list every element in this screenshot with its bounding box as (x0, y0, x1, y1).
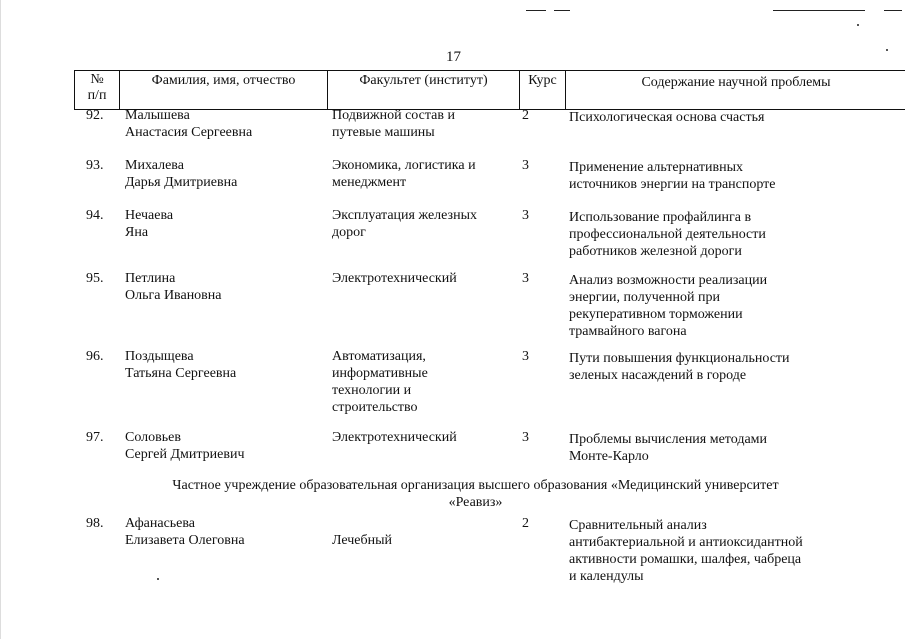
topic-line: антибактериальной и антиоксидантной (569, 535, 803, 550)
organization-line: Частное учреждение образовательная организация высшего образования «Медицинский университет (172, 478, 779, 493)
topic-line: Психологическая основа счастья (569, 110, 765, 125)
topic-line: Применение альтернативных (569, 160, 744, 175)
row-number: 96. (86, 349, 104, 364)
topic-line: профессиональной деятельности (569, 227, 766, 242)
topic-line: зеленых насаждений в городе (569, 368, 747, 383)
scan-speck (886, 49, 888, 51)
page-number: 17 (446, 49, 461, 65)
course: 3 (522, 349, 529, 364)
name-line: Петлина (125, 271, 176, 286)
faculty-line: менеджмент (332, 175, 407, 190)
course: 3 (522, 271, 529, 286)
topic (569, 209, 766, 260)
faculty-line: дорог (332, 225, 366, 240)
faculty (332, 270, 457, 287)
scan-speck (157, 578, 159, 580)
faculty (332, 348, 428, 416)
topic-line: источников энергии на транспорте (569, 177, 776, 192)
header-topic: Содержание научной проблемы (566, 71, 905, 110)
name-line: Татьяна Сергеевна (125, 366, 237, 381)
scan-mark (554, 10, 570, 11)
course: 3 (522, 158, 529, 173)
row-number: 97. (86, 430, 104, 445)
scan-speck (857, 24, 859, 26)
name-line: Соловьев (125, 430, 181, 445)
topic (569, 431, 767, 465)
faculty (332, 157, 476, 191)
student-name (125, 348, 236, 382)
topic (569, 272, 767, 340)
name-line: Дарья Дмитриевна (125, 175, 238, 190)
topic-line: энергии, полученной при (569, 290, 720, 305)
name-line: Афанасьева (125, 516, 196, 531)
name-line: Поздыщева (125, 349, 194, 364)
student-name (125, 515, 245, 549)
organization-heading (0, 477, 905, 511)
row-number: 95. (86, 271, 104, 286)
header-course: Курс (520, 71, 566, 110)
scan-mark (526, 10, 546, 11)
faculty (332, 429, 457, 446)
student-name (125, 429, 245, 463)
table-header (74, 70, 905, 110)
student-name (125, 270, 222, 304)
faculty (332, 207, 477, 241)
topic-line: рекуперативном торможении (569, 307, 743, 322)
faculty-line: Экономика, логистика и (332, 158, 476, 173)
topic-line: активности ромашки, шалфея, чабреца (569, 552, 802, 567)
faculty-line: строительство (332, 400, 418, 415)
course: 3 (522, 208, 529, 223)
name-line: Малышева (125, 108, 190, 123)
faculty-line: путевые машины (332, 125, 435, 140)
topic-line: Проблемы вычисления методами (569, 432, 768, 447)
organization-line: «Реавиз» (448, 495, 503, 510)
student-name (125, 107, 252, 141)
topic (569, 350, 790, 384)
faculty-line: информативные (332, 366, 428, 381)
faculty-line: технологии и (332, 383, 412, 398)
name-line: Михалева (125, 158, 184, 173)
topic-line: Монте-Карло (569, 449, 649, 464)
student-name (125, 157, 237, 191)
row-number: 93. (86, 158, 104, 173)
row-number: 92. (86, 108, 104, 123)
faculty-line: Эксплуатация железных (332, 208, 477, 223)
scan-mark (884, 10, 902, 11)
student-name (125, 207, 173, 241)
faculty-line: Подвижной состав и (332, 108, 455, 123)
name-line: Яна (125, 225, 149, 240)
header-faculty: Факультет (институт) (328, 71, 520, 110)
name-line: Елизавета Олеговна (125, 533, 245, 548)
row-number: 98. (86, 516, 104, 531)
topic-line: и календулы (569, 569, 644, 584)
faculty-line: Автоматизация, (332, 349, 426, 364)
header-num: № п/п (75, 71, 120, 110)
header-name: Фамилия, имя, отчество (120, 71, 328, 110)
topic-line: Использование профайлинга в (569, 210, 752, 225)
topic-line: Пути повышения функциональности (569, 351, 790, 366)
faculty-line: Лечебный (332, 533, 393, 548)
topic-line: трамвайного вагона (569, 324, 687, 339)
topic (569, 517, 803, 585)
faculty-line: Электротехнический (332, 430, 457, 445)
faculty (332, 107, 455, 141)
topic-line: Анализ возможности реализации (569, 273, 768, 288)
topic (569, 109, 764, 126)
faculty (332, 532, 392, 549)
topic-line: работников железной дороги (569, 244, 742, 259)
scan-mark (773, 10, 865, 11)
name-line: Сергей Дмитриевич (125, 447, 245, 462)
course: 2 (522, 108, 529, 123)
name-line: Ольга Ивановна (125, 288, 222, 303)
faculty-line: Электротехнический (332, 271, 457, 286)
page-edge (0, 0, 1, 639)
topic-line: Сравнительный анализ (569, 518, 707, 533)
name-line: Нечаева (125, 208, 174, 223)
row-number: 94. (86, 208, 104, 223)
course: 2 (522, 516, 529, 531)
name-line: Анастасия Сергеевна (125, 125, 253, 140)
course: 3 (522, 430, 529, 445)
topic (569, 159, 776, 193)
